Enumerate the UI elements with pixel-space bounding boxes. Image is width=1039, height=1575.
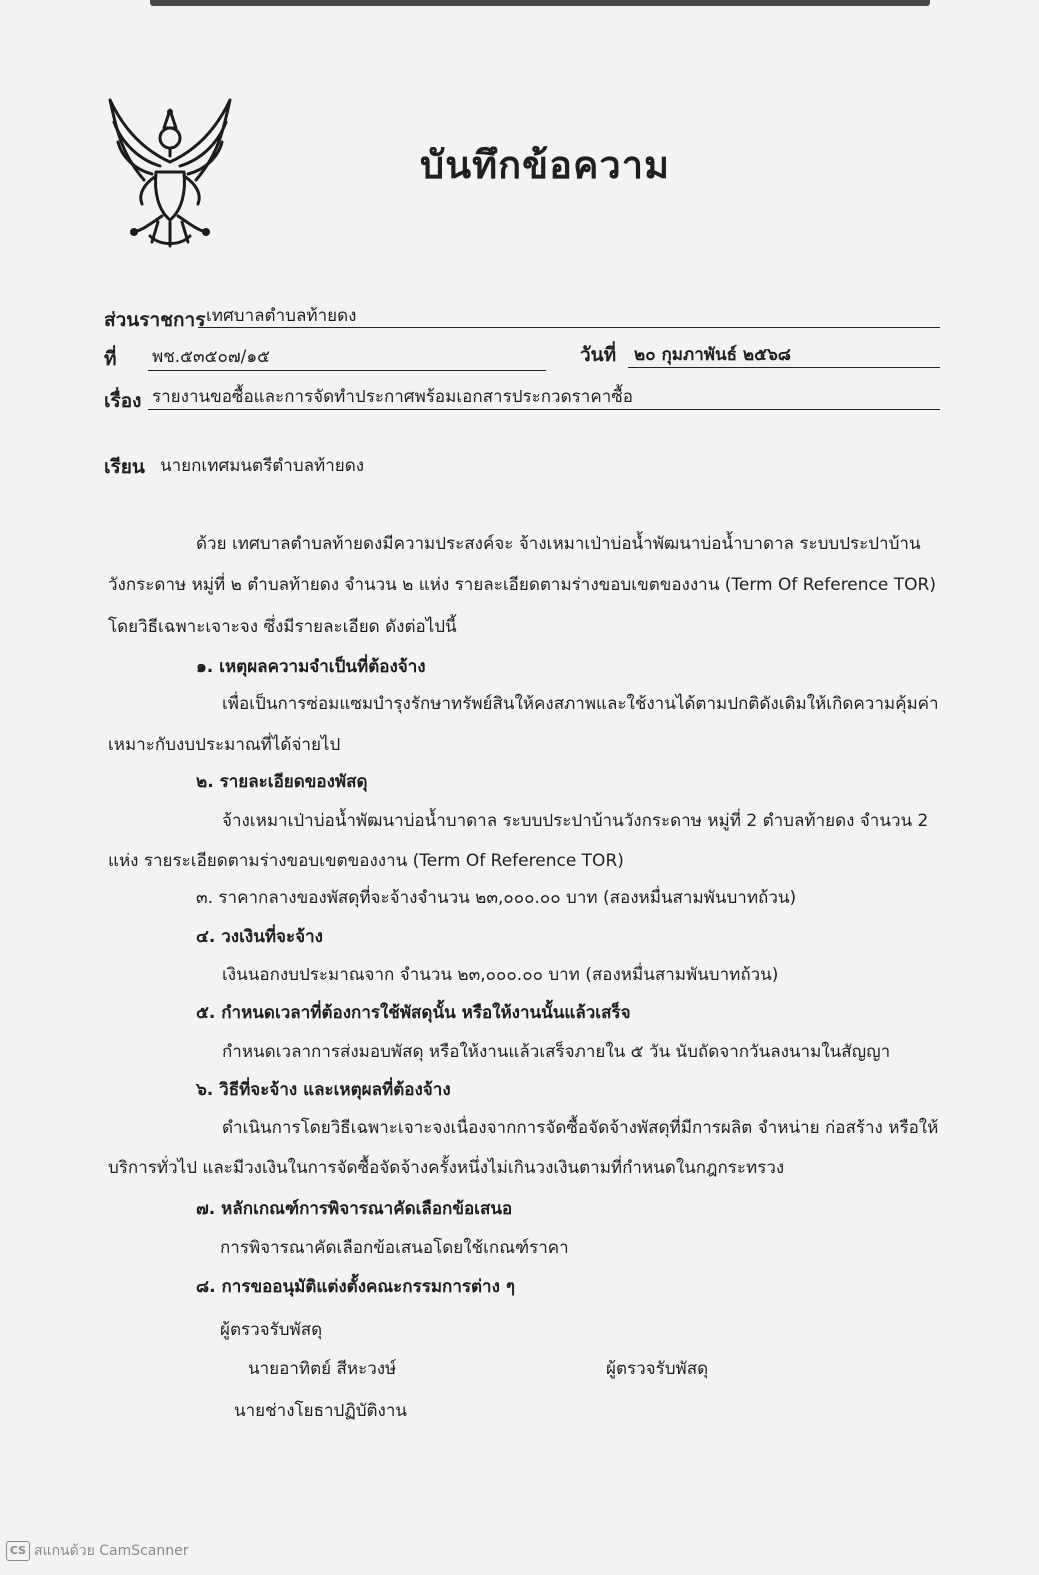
intro-line-3: โดยวิธีเฉพาะเจาะจง ซึ่งมีรายละเอียด ดังต่อไปนี้ <box>108 617 457 637</box>
date-underline <box>628 367 940 368</box>
item-7-heading: ๗. หลักเกณฑ์การพิจารณาคัดเลือกข้อเสนอ <box>196 1199 513 1219</box>
item-6-heading: ๖. วิธีที่จะจ้าง และเหตุผลที่ต้องจ้าง <box>196 1080 451 1100</box>
intro-line-1: ด้วย เทศบาลตำบลท้ายดงมีความประสงค์จะ จ้างเหมาเป่าบ่อน้ำพัฒนาบ่อน้ำบาดาล ระบบประปาบ้าน <box>196 534 921 554</box>
memo-title: บันทึกข้อความ <box>420 143 671 187</box>
committee-title: ผู้ตรวจรับพัสดุ <box>220 1320 323 1340</box>
item-1-line-2: เหมาะกับงบประมาณที่ได้จ่ายไป <box>108 735 341 755</box>
date-label: วันที่ <box>580 344 617 366</box>
to-value: นายกเทศมนตรีตำบลท้ายดง <box>160 456 365 476</box>
item-4-heading: ๔. วงเงินที่จะจ้าง <box>196 927 323 947</box>
subject-value: รายงานขอซื้อและการจัดทำประกาศพร้อมเอกสารประกวดราคาซื้อ <box>152 387 633 407</box>
date-value: ๒๐ กุมภาพันธ์ ๒๕๖๘ <box>634 345 791 365</box>
item-8-heading: ๘. การขออนุมัติแต่งตั้งคณะกรรมการต่าง ๆ <box>196 1277 515 1297</box>
subject-label: เรื่อง <box>104 390 142 412</box>
to-label: เรียน <box>104 456 145 478</box>
ref-value: พช.๕๓๕๐๗/๑๕ <box>152 347 271 367</box>
ref-underline <box>148 370 546 371</box>
item-2-line-2: แห่ง รายระเอียดตามร่างขอบเขตของงาน (Term Of Reference TOR) <box>108 851 624 871</box>
subject-underline <box>148 409 940 410</box>
camscanner-watermark <box>6 1540 189 1562</box>
item-5-line-1: กำหนดเวลาการส่งมอบพัสดุ หรือให้งานแล้วเสร็จภายใน ๕ วัน นับถัดจากวันลงนามในสัญญา <box>222 1042 891 1062</box>
item-1-line-1: เพื่อเป็นการซ่อมแซมบำรุงรักษาทรัพย์สินให้คงสภาพและใช้งานได้ตามปกติดังเดิมให้เกิดความคุ้มค่า <box>222 694 939 714</box>
committee-member-name: นายอาทิตย์ สีหะวงษ์ <box>248 1359 397 1379</box>
camscanner-logo-icon: CS <box>6 1541 30 1561</box>
item-3-heading: ๓. ราคากลางของพัสดุที่จะจ้างจำนวน ๒๓,๐๐๐.๐๐ บาท (สองหมื่นสามพันบาทถ้วน) <box>196 888 797 908</box>
agency-label: ส่วนราชการ <box>104 309 206 331</box>
camscanner-text: สแกนด้วย CamScanner <box>34 1543 189 1559</box>
committee-member-role: ผู้ตรวจรับพัสดุ <box>606 1359 709 1379</box>
garuda-emblem-icon <box>100 92 240 250</box>
intro-line-2: วังกระดาษ หมู่ที่ ๒ ตำบลท้ายดง จำนวน ๒ แห่ง รายละเอียดตามร่างขอบเขตของงาน (Term Of Reference TOR) <box>108 575 936 595</box>
item-4-line-1: เงินนอกงบประมาณจาก จำนวน ๒๓,๐๐๐.๐๐ บาท (สองหมื่นสามพันบาทถ้วน) <box>222 965 779 985</box>
committee-member-position: นายช่างโยธาปฏิบัติงาน <box>234 1401 408 1421</box>
ref-label: ที่ <box>104 348 117 370</box>
item-7-line-1: การพิจารณาคัดเลือกข้อเสนอโดยใช้เกณฑ์ราคา <box>220 1238 569 1258</box>
agency-value: เทศบาลตำบลท้ายดง <box>206 306 357 326</box>
agency-underline <box>198 327 940 328</box>
item-5-heading: ๕. กำหนดเวลาที่ต้องการใช้พัสดุนั้น หรือให้งานนั้นแล้วเสร็จ <box>196 1003 631 1023</box>
item-2-line-1: จ้างเหมาเป่าบ่อน้ำพัฒนาบ่อน้ำบาดาล ระบบประปาบ้านวังกระดาษ หมู่ที่ 2 ตำบลท้ายดง จำนวน 2 <box>222 811 929 831</box>
item-1-heading: ๑. เหตุผลความจำเป็นที่ต้องจ้าง <box>196 657 426 677</box>
item-6-line-2: บริการทั่วไป และมีวงเงินในการจัดซื้อจัดจ้างครั้งหนึ่งไม่เกินวงเงินตามที่กำหนดในกฎกระทรวง <box>108 1158 785 1178</box>
item-6-line-1: ดำเนินการโดยวิธีเฉพาะเจาะจงเนื่องจากการจัดซื้อจัดจ้างพัสดุที่มีการผลิต จำหน่าย ก่อสร้าง หรือให้ <box>222 1118 939 1138</box>
item-2-heading: ๒. รายละเอียดของพัสดุ <box>196 772 368 792</box>
